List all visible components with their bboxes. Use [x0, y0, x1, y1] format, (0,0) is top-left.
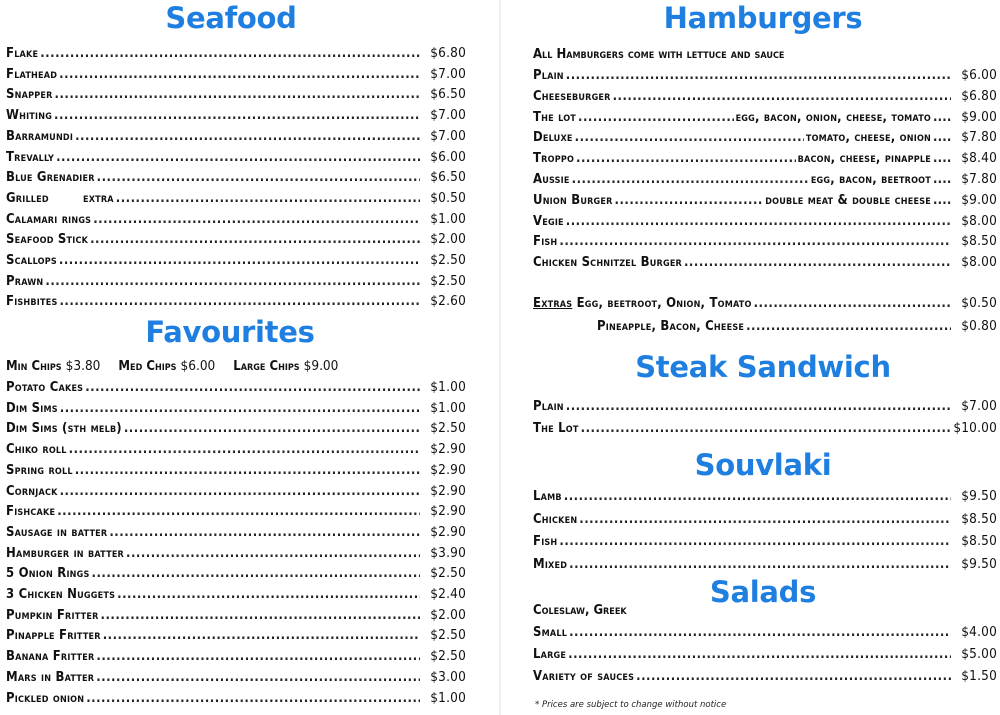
favourites-item	[6, 689, 466, 708]
leader-dots	[636, 668, 951, 686]
salad-item	[533, 645, 997, 664]
leader-dots	[559, 533, 951, 551]
favourites-item	[6, 668, 466, 687]
item-name: Grilled extra	[6, 190, 114, 206]
favourites-item	[6, 564, 466, 583]
leader-dots	[60, 483, 420, 501]
item-price: $6.80	[430, 45, 466, 61]
leader-dots	[569, 624, 951, 642]
item-name: Fishbites	[6, 294, 58, 310]
item-name: Vegie	[533, 213, 564, 229]
item-price: $8.50	[961, 510, 997, 527]
leader-dots	[575, 129, 804, 147]
item-price: $2.90	[430, 461, 466, 478]
seafood-item	[6, 251, 466, 270]
steak-item	[533, 397, 997, 416]
item-name: Scallops	[6, 253, 57, 268]
item-name: Flake	[6, 46, 39, 61]
item-name: Plain	[533, 68, 564, 83]
leader-dots	[45, 273, 420, 291]
item-name: Fish	[533, 234, 558, 250]
favourites-item	[6, 419, 466, 438]
favourites-item	[6, 626, 466, 645]
item-name: Chicken Schnitzel Burger	[533, 255, 682, 271]
hamburger-item	[533, 212, 997, 231]
favourites-item	[6, 523, 466, 542]
leader-dots	[564, 488, 951, 506]
favourites-item	[6, 440, 466, 459]
item-name: Chicken	[533, 511, 578, 527]
item-name: Seafood Stick	[6, 232, 89, 248]
item-price: $8.00	[961, 254, 997, 271]
leader-dots	[96, 669, 420, 687]
leader-dots	[126, 545, 420, 563]
item-price: $6.50	[430, 86, 466, 103]
souvlaki-heading: Souvlaki	[694, 448, 832, 482]
item-name: 5 Onion Rings	[6, 566, 90, 582]
item-name: Dim Sims	[6, 400, 58, 416]
item-name: The Lot	[533, 421, 579, 436]
favourites-item	[6, 482, 466, 501]
seafood-item	[6, 292, 466, 311]
souvlaki-item	[533, 532, 997, 551]
favourites-item	[6, 461, 466, 480]
item-name: Dim Sims (sth melb)	[6, 421, 122, 437]
leader-dots	[933, 129, 951, 147]
item-price: $5.00	[961, 646, 997, 662]
item-price: $9.50	[961, 488, 997, 504]
seafood-item	[6, 210, 466, 229]
item-price: $2.90	[430, 503, 466, 520]
item-price: $9.00	[961, 108, 997, 125]
favourites-item	[6, 378, 466, 397]
item-description: tomato, cheese, onion	[805, 130, 931, 146]
item-name: Mixed	[533, 556, 568, 572]
item-price: $4.00	[961, 624, 997, 640]
seafood-heading: Seafood	[165, 1, 297, 35]
item-name: Aussie	[533, 172, 570, 187]
leader-dots	[933, 192, 951, 210]
item-description: bacon, cheese, pinapple	[797, 151, 931, 167]
item-name: Lamb	[533, 489, 562, 504]
page-fold	[499, 0, 501, 715]
leader-dots	[566, 213, 951, 231]
leader-dots	[933, 109, 951, 127]
steak-item	[533, 419, 997, 438]
favourites-item	[6, 399, 466, 418]
seafood-item	[6, 168, 466, 187]
item-name: The lot	[533, 109, 577, 125]
item-price: $1.00	[430, 379, 466, 395]
seafood-item	[6, 106, 466, 125]
leader-dots	[566, 398, 951, 416]
item-name: Potato Cakes	[6, 380, 84, 395]
item-price: $3.90	[430, 544, 466, 561]
favourites-item	[6, 502, 466, 521]
steak-sandwich-heading: Steak Sandwich	[635, 350, 891, 384]
item-price: $2.00	[430, 606, 466, 623]
item-price: $1.00	[430, 399, 466, 416]
item-name: Snapper	[6, 87, 53, 103]
leader-dots	[103, 627, 420, 645]
item-price: $8.50	[961, 233, 997, 250]
item-price: $7.80	[961, 129, 997, 146]
item-price: $6.50	[430, 169, 466, 186]
item-name: Cheeseburger	[533, 88, 611, 104]
item-name: Small	[533, 625, 568, 640]
item-price: $1.50	[961, 668, 997, 684]
hamburger-item	[533, 87, 997, 106]
item-name: Union Burger	[533, 192, 613, 208]
leader-dots	[568, 646, 951, 664]
item-price: $9.50	[961, 555, 997, 572]
item-name: Sausage in batter	[6, 524, 108, 540]
leader-dots	[90, 231, 420, 249]
hamburger-item	[533, 170, 997, 189]
item-name: Cornjack	[6, 483, 58, 499]
leader-dots	[116, 190, 420, 208]
item-price: $8.00	[961, 212, 997, 229]
item-name: Deluxe	[533, 130, 573, 146]
leader-dots	[69, 441, 420, 459]
hamburger-item	[533, 108, 997, 127]
item-price: $7.00	[961, 398, 997, 414]
leader-dots	[569, 556, 951, 574]
item-price: $6.00	[961, 67, 997, 83]
item-price: $2.90	[430, 523, 466, 540]
item-price: $0.50	[430, 189, 466, 206]
item-price: $7.00	[430, 107, 466, 124]
leader-dots	[684, 254, 951, 272]
seafood-item	[6, 148, 466, 167]
leader-dots	[57, 503, 420, 521]
item-price: $2.50	[430, 627, 466, 644]
favourites-item	[6, 585, 466, 604]
leader-dots	[59, 252, 420, 270]
leader-dots	[572, 171, 809, 189]
leader-dots	[75, 128, 420, 146]
leader-dots	[578, 109, 734, 127]
item-price: $3.00	[430, 668, 466, 685]
leader-dots	[55, 86, 420, 104]
item-name: Mars in Batter	[6, 669, 95, 685]
leader-dots	[559, 233, 951, 251]
leader-dots	[613, 88, 951, 106]
leader-dots	[96, 648, 420, 666]
item-name: Trevally	[6, 149, 55, 165]
item-description: egg, bacon, onion, cheese, tomato	[735, 109, 931, 125]
leader-dots	[933, 150, 951, 168]
item-name: Calamari rings	[6, 211, 92, 227]
souvlaki-item	[533, 555, 997, 574]
item-price: $7.80	[961, 171, 997, 187]
leader-dots	[92, 565, 420, 583]
favourites-item	[6, 544, 466, 563]
seafood-item	[6, 272, 466, 291]
item-name: Chiko roll	[6, 442, 67, 458]
chips-min: Min Chips $3.80	[6, 358, 101, 374]
hamburger-item	[533, 253, 997, 272]
leader-dots	[933, 171, 951, 189]
item-name: Banana Fritter	[6, 649, 95, 665]
extras-row-2: Pineapple, Bacon, Cheese ..... $0.80	[597, 317, 997, 336]
salads-subtitle: Coleslaw, Greek	[533, 603, 627, 618]
salad-item	[533, 623, 997, 642]
hamburgers-heading: Hamburgers	[663, 1, 863, 35]
item-price: $6.00	[430, 148, 466, 165]
item-price: $2.90	[430, 482, 466, 499]
item-price: $10.00	[953, 420, 997, 436]
item-price: $7.00	[430, 127, 466, 144]
item-name: Troppo	[533, 151, 575, 167]
item-name: Spring roll	[6, 462, 73, 478]
leader-dots	[93, 211, 420, 229]
hamburger-item	[533, 232, 997, 251]
extras-row-1: Extras Egg, beetroot, Onion, Tomato ..... $0.50	[533, 294, 997, 313]
item-name: Flathead	[6, 66, 58, 82]
item-name: Prawn	[6, 273, 44, 289]
seafood-item	[6, 189, 466, 208]
item-price: $1.00	[430, 689, 466, 706]
hamburger-item	[533, 191, 997, 210]
leader-dots	[109, 524, 420, 542]
seafood-item	[6, 230, 466, 249]
leader-dots	[54, 107, 420, 125]
salad-item	[533, 667, 997, 686]
item-name: Large	[533, 647, 567, 662]
price-footnote: * Prices are subject to change without notice	[535, 700, 727, 710]
item-name: 3 Chicken Nuggets	[6, 587, 116, 602]
item-name: Hamburger in batter	[6, 545, 124, 561]
salads-heading: Salads	[709, 575, 817, 609]
item-name: Variety of sauces	[533, 669, 635, 684]
chips-line	[6, 357, 466, 376]
item-name: Fish	[533, 534, 558, 549]
leader-dots	[86, 690, 420, 708]
hamburger-item	[533, 66, 997, 85]
leader-dots	[566, 67, 951, 85]
item-price: $1.00	[430, 210, 466, 227]
leader-dots	[40, 45, 420, 63]
leader-dots	[117, 586, 420, 604]
item-price: $2.40	[430, 586, 466, 602]
leader-dots	[59, 293, 420, 311]
item-price: $2.50	[430, 565, 466, 582]
souvlaki-item	[533, 510, 997, 529]
leader-dots	[97, 169, 420, 187]
seafood-item	[6, 65, 466, 84]
item-price: $2.50	[430, 648, 466, 665]
leader-dots	[581, 420, 951, 438]
item-name: Pinapple Fritter	[6, 628, 101, 644]
hamburger-item	[533, 149, 997, 168]
souvlaki-item	[533, 487, 997, 506]
item-name: Pumpkin Fritter	[6, 607, 99, 623]
leader-dots	[579, 511, 951, 529]
seafood-item	[6, 127, 466, 146]
hamburgers-note: All Hamburgers come with lettuce and sauce	[533, 47, 785, 62]
item-price: $2.60	[430, 293, 466, 310]
leader-dots	[576, 150, 796, 168]
seafood-item	[6, 85, 466, 104]
favourites-item	[6, 606, 466, 625]
leader-dots	[59, 66, 420, 84]
item-price: $2.50	[430, 420, 466, 437]
leader-dots	[615, 192, 764, 210]
chips-med: Med Chips $6.00	[118, 358, 216, 374]
favourites-item	[6, 647, 466, 666]
item-name: Plain	[533, 399, 564, 414]
leader-dots	[60, 400, 420, 418]
item-price: $7.00	[430, 65, 466, 82]
item-description: double meat & double cheese	[765, 192, 931, 208]
leader-dots	[56, 149, 420, 167]
chips-large: Large Chips $9.00	[233, 358, 339, 374]
item-price: $9.00	[961, 191, 997, 208]
item-name: Barramundi	[6, 128, 74, 144]
item-price: $2.50	[430, 272, 466, 289]
item-name: Pickled onion	[6, 690, 85, 706]
item-price: $8.50	[961, 533, 997, 549]
item-description: egg, bacon, beetroot	[810, 172, 931, 187]
favourites-heading: Favourites	[145, 315, 315, 349]
item-price: $2.90	[430, 441, 466, 458]
item-price: $8.40	[961, 150, 997, 167]
leader-dots	[101, 607, 420, 625]
item-price: $6.80	[961, 87, 997, 104]
seafood-item	[6, 44, 466, 63]
hamburger-item	[533, 128, 997, 147]
leader-dots	[75, 462, 420, 480]
item-price: $2.50	[430, 252, 466, 268]
item-price: $2.00	[430, 231, 466, 248]
leader-dots	[85, 379, 420, 397]
leader-dots	[124, 420, 420, 438]
item-name: Blue Grenadier	[6, 170, 95, 186]
item-name: Fishcake	[6, 504, 56, 520]
item-name: Whiting	[6, 108, 53, 124]
